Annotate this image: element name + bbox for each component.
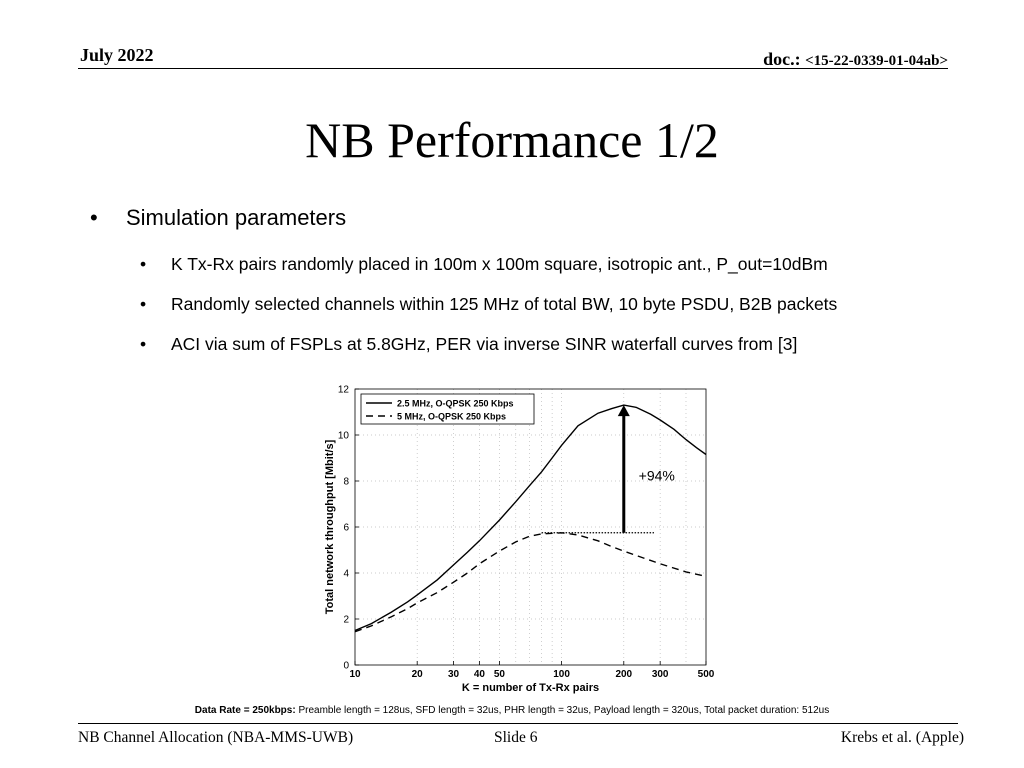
bullet-dot: • — [140, 254, 147, 274]
legend-label-2: 5 MHz, O-QPSK 250 Kbps — [397, 411, 507, 422]
x-tick-label: 40 — [473, 669, 485, 680]
legend-label-1: 2.5 MHz, O-QPSK 250 Kbps — [397, 398, 514, 409]
data-rate-note-label: Data Rate = 250kbps: — [194, 705, 296, 716]
x-axis-label: K = number of Tx-Rx pairs — [461, 682, 600, 694]
y-axis-label: Total network throughput [Mbit/s] — [324, 439, 336, 615]
doc-label: doc.: — [763, 49, 806, 69]
x-tick-label: 100 — [553, 669, 570, 680]
header-divider — [78, 68, 948, 69]
x-tick-label: 200 — [615, 669, 633, 680]
series-line-1 — [355, 405, 706, 630]
header-date: July 2022 — [80, 45, 154, 65]
sub-bullet-text: ACI via sum of FSPLs at 5.8GHz, PER via inverse SINR waterfall curves from [3] — [171, 334, 798, 354]
bullet-dot: • — [90, 205, 98, 230]
data-rate-note — [0, 704, 1024, 717]
y-tick-label: 4 — [343, 568, 349, 580]
bullet-dot: • — [140, 294, 147, 314]
x-tick-label: 10 — [349, 669, 361, 680]
series-line-2 — [355, 533, 706, 632]
y-tick-label: 6 — [343, 522, 349, 534]
x-tick-label: 500 — [697, 669, 715, 680]
data-rate-note-text: Preamble length = 128us, SFD length = 32us, PHR length = 32us, Payload length = 320us, Total packet duration: 512us — [295, 705, 830, 716]
x-tick-label: 20 — [411, 669, 423, 680]
header-doc — [763, 49, 948, 70]
y-tick-label: 2 — [343, 614, 349, 626]
y-tick-label: 12 — [337, 384, 349, 396]
y-tick-label: 8 — [343, 476, 349, 488]
sub-bullet-text: K Tx-Rx pairs randomly placed in 100m x 100m square, isotropic ant., P_out=10dBm — [171, 254, 828, 274]
slide-title: NB Performance 1/2 — [305, 112, 719, 168]
x-tick-label: 50 — [493, 669, 505, 680]
improvement-label: +94% — [638, 467, 675, 484]
x-tick-label: 300 — [651, 669, 669, 680]
y-tick-label: 0 — [343, 660, 349, 672]
bullet-dot: • — [140, 334, 147, 354]
doc-number: <15-22-0339-01-04ab> — [805, 53, 948, 69]
sub-bullet-text: Randomly selected channels within 125 MHz of total BW, 10 byte PSDU, B2B packets — [171, 294, 838, 314]
y-tick-label: 10 — [337, 430, 349, 442]
throughput-chart — [310, 376, 730, 702]
footer-left: NB Channel Allocation (NBA-MMS-UWB) — [78, 729, 354, 746]
x-tick-label: 30 — [448, 669, 460, 680]
footer-authors: Krebs et al. (Apple) — [840, 729, 964, 746]
footer-divider — [78, 723, 958, 724]
footer-slide-number: Slide 6 — [494, 729, 538, 746]
main-bullet-text: Simulation parameters — [126, 205, 347, 230]
